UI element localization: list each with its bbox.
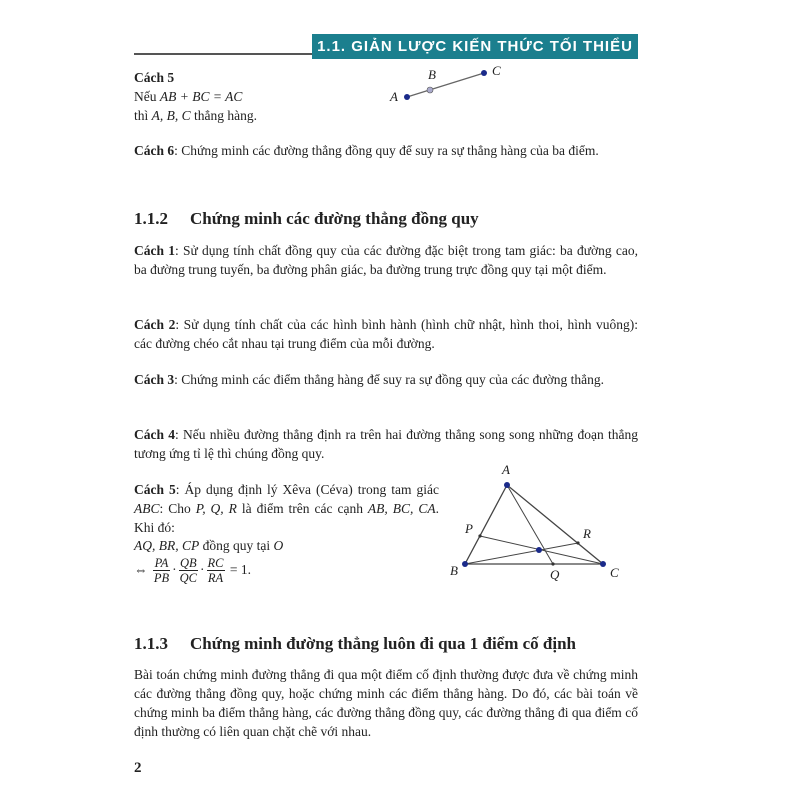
point-a [404,94,410,100]
s112-cach3 [134,370,638,389]
point-r [576,541,579,544]
s112-cach5-text3: là điểm trên các cạnh [236,501,368,516]
cevian-br [465,543,578,564]
s112-cach2 [134,315,638,353]
s112-cach5 [134,480,439,537]
equals-one: = 1. [229,562,252,577]
iff-symbol: ⇔ [134,562,148,577]
label-point-r: R [583,526,591,541]
s112-cach1-text: : Sử dụng tính chất đồng quy của các đường đặc biệt trong tam giác: ba đường cao, ba đường trung tuyến, ba đường phân giác, ba đường trung trực đồng quy tại một điểm. [134,243,638,277]
cach5-label: Cách 5 [134,70,175,85]
label-vertex-c: C [610,565,619,580]
section-1-1-3-title: Chứng minh đường thẳng luôn đi qua 1 điểm cố định [190,634,577,653]
point-o [536,547,542,553]
label-point-p: P [465,521,473,536]
point-q [551,562,554,565]
s112-cach5-abc: ABC [134,501,160,516]
ceva-formula [134,555,251,585]
section-1-1-3-heading [134,632,576,656]
frac2-denominator: QC [179,571,198,586]
s112-cach2-label: Cách 2 [134,317,176,332]
s112-cach3-text: : Chứng minh các điểm thẳng hàng để suy ra sự đồng quy của các đường thẳng. [174,372,604,387]
label-a: A [390,89,398,104]
cach5-line1-prefix: Nếu [134,89,160,104]
vertex-b [462,561,468,567]
label-vertex-a: A [502,462,510,477]
frac3-numerator: RC [207,556,224,571]
point-c [481,70,487,76]
label-b: B [428,67,436,82]
segment-ac [407,73,484,97]
s112-cach5-text: : Áp dụng định lý Xêva (Céva) trong tam giác [175,482,439,497]
cach5-line2-prefix: thì [134,108,152,123]
cach5-line2-math: A, B, C [151,108,191,123]
label-vertex-b: B [450,563,458,578]
s113-paragraph: Bài toán chứng minh đường thẳng đi qua một điểm cố định thường được đưa về chứng minh các đường thẳng đồng quy, hoặc chứng minh các điểm thẳng hàng. Do đó, các bài toán về chứng minh ba điểm thẳng hàng, các đường thẳng đồng quy, các đường thẳng đi qua điểm cố định thường có liên quan chặt chẽ với nhau. [134,667,638,739]
label-c: C [492,63,501,78]
frac1-numerator: PA [154,556,169,571]
fraction-pa-pb [153,556,170,585]
collinear-diagram [380,60,530,110]
section-1-1-2-title: Chứng minh các đường thẳng đồng quy [190,209,479,228]
section-1-1-2-heading [134,207,479,231]
cach5-line1-math: AB + BC = AC [159,89,243,104]
cach5-line1 [134,87,242,106]
cach6-paragraph [134,141,638,160]
s112-cach1 [134,241,638,279]
dot-1: · [172,562,177,577]
triangle-abc [465,485,603,564]
page-number: 2 [134,760,142,776]
s112-cach4-label: Cách 4 [134,427,176,442]
ceva-point-o: O [273,538,284,553]
label-point-q: Q [550,567,560,582]
s112-cach2-text: : Sử dụng tính chất của các hình bình hành (hình chữ nhật, hình thoi, hình vuông): các đường chéo cắt nhau tại trung điểm của mỗi đường. [134,317,639,351]
cach5-line2-suffix: thẳng hàng. [190,108,258,123]
ceva-concurrency-line [134,536,283,555]
frac1-denominator: PB [153,571,170,586]
s112-cach3-label: Cách 3 [134,372,175,387]
s112-cach5-pqr: P, Q, R [195,501,237,516]
s112-cach1-label: Cách 1 [134,243,175,258]
cach5-line2 [134,106,257,125]
vertex-c [600,561,606,567]
ceva-lines: AQ, BR, CP [134,538,200,553]
section-1-1-3-number: 1.1.3 [134,634,168,653]
s112-cach5-text2: : Cho [159,501,196,516]
cach6-text: : Chứng minh các đường thẳng đồng quy để suy ra sự thẳng hàng của ba điểm. [174,143,599,158]
s112-cach5-text4: . Khi đó: [134,501,439,535]
fraction-rc-ra [207,556,225,585]
frac2-numerator: QB [180,556,197,571]
section-1-1-2-number: 1.1.2 [134,209,168,228]
section-header: 1.1. GIẢN LƯỢC KIẾN THỨC TỐI THIỂU [312,34,638,59]
frac3-denominator: RA [207,571,224,586]
dot-2: · [200,562,205,577]
ceva-text5: đồng quy tại [199,538,274,553]
fraction-qb-qc [179,556,198,585]
s112-cach4-text: : Nếu nhiều đường thẳng định ra trên hai đường thẳng song song những đoạn thẳng tương ứng tỉ lệ thì chúng đồng quy. [134,427,638,461]
point-p [478,534,481,537]
s112-cach5-label: Cách 5 [134,482,176,497]
ceva-triangle-diagram [440,458,630,588]
vertex-a [504,482,510,488]
point-b [427,87,433,93]
s112-cach5-sides: AB, BC, CA [367,501,436,516]
cach6-label: Cách 6 [134,143,175,158]
